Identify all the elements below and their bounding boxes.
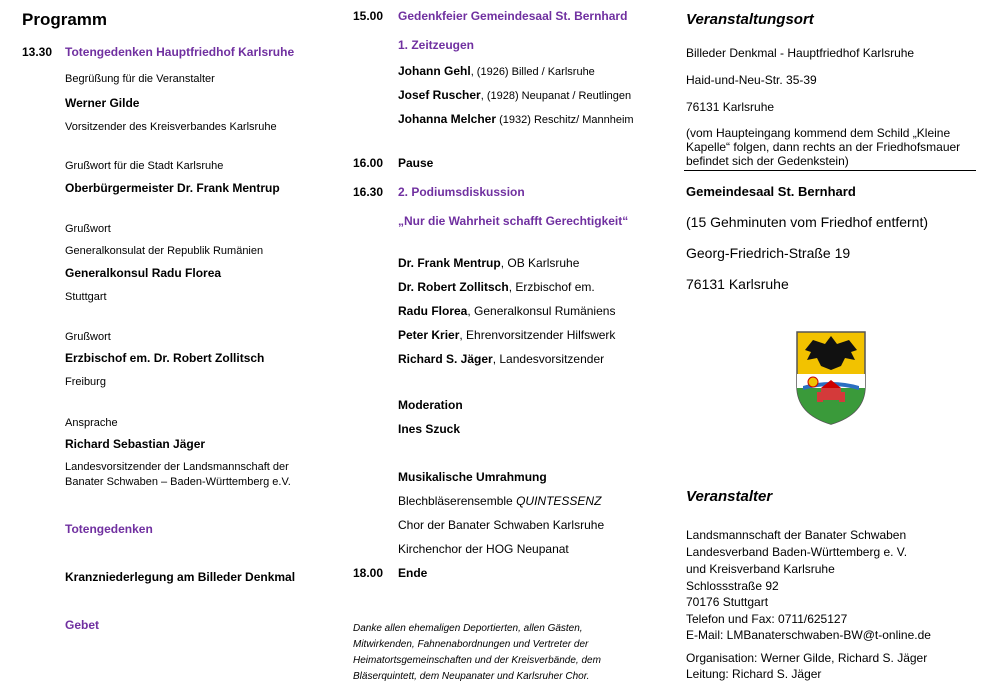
time-1800: 18.00: [353, 566, 384, 580]
program-line: Grußwort: [65, 223, 111, 235]
program-line: Grußwort für die Stadt Karlsruhe: [65, 160, 224, 172]
music-ensemble-name: QUINTESSENZ: [516, 494, 602, 508]
section-heading-ceremony: Gedenkfeier Gemeindesaal St. Bernhard: [398, 9, 628, 23]
program-line: Vorsitzender des Kreisverbandes Karlsruhe: [65, 121, 277, 133]
hall-line: Georg-Friedrich-Straße 19: [686, 245, 851, 261]
panelist-detail: , Ehrenvorsitzender Hilfswerk: [459, 328, 616, 342]
music-item: Kirchenchor der HOG Neupanat: [398, 542, 569, 556]
panelist-detail: , Landesvorsitzender: [492, 352, 605, 366]
venue-line: 76131 Karlsruhe: [686, 100, 775, 114]
organizer-line: Telefon und Fax: 0711/625127: [686, 612, 848, 626]
program-line: Generalkonsulat der Republik Rumänien: [65, 245, 264, 257]
program-title: Programm: [22, 10, 108, 29]
witness-detail: , (1928) Neupanat / Reutlingen: [480, 90, 632, 102]
panelist-detail: , Generalkonsul Rumäniens: [467, 304, 616, 318]
program-line: Banater Schwaben – Baden-Württemberg e.V.: [65, 476, 291, 488]
speaker-name: Erzbischof em. Dr. Robert Zollitsch: [65, 351, 265, 365]
organizer-email: E-Mail: LMBanaterschwaben-BW@t-online.de: [686, 628, 931, 642]
witness-item: [398, 62, 595, 80]
organizer-line: Schlossstraße 92: [686, 579, 779, 593]
speaker-name: Werner Gilde: [65, 96, 140, 110]
time-1600: 16.00: [353, 156, 384, 170]
panelist-name: Peter Krier: [398, 328, 460, 342]
panelist-name: Richard S. Jäger: [398, 352, 493, 366]
program-line: Freiburg: [65, 376, 106, 388]
moderator-name: Ines Szuck: [398, 422, 461, 436]
organizer-line: 70176 Stuttgart: [686, 595, 769, 609]
panelist-item: [398, 350, 604, 368]
organizer-line: und Kreisverband Karlsruhe: [686, 562, 835, 576]
hall-line: 76131 Karlsruhe: [686, 276, 789, 292]
panelist-detail: , Erzbischof em.: [508, 280, 595, 294]
speaker-name: Generalkonsul Radu Florea: [65, 266, 222, 280]
panelist-name: Radu Florea: [398, 304, 468, 318]
program-line: Ansprache: [65, 417, 118, 429]
panelist-item: [398, 278, 595, 296]
hall-title: Gemeindesaal St. Bernhard: [686, 184, 856, 199]
program-line: Stuttgart: [65, 291, 107, 303]
section-heading-witnesses: 1. Zeitzeugen: [398, 38, 475, 52]
venue-directions: (vom Haupteingang kommend dem Schild „Kleine Kapelle“ folgen, dann rechts an der Friedhofsmauer befindet sich der Gedenkstein): [686, 126, 961, 168]
witness-detail: (1932) Reschitz/ Mannheim: [496, 114, 634, 126]
time-1330: 13.30: [22, 45, 53, 59]
thanks-note: Danke allen ehemaligen Deportierten, allen Gästen, Mitwirkenden, Fahnenabordnungen und Vertreter der Heimatortsgemeinschaften und der Kreisverbände, dem Bläserquintett, dem Neupanater und Karlsruher Chor.: [353, 623, 601, 682]
music-item: [398, 494, 601, 508]
panelist-item: [398, 326, 615, 344]
coat-of-arms-icon: [795, 330, 867, 426]
panelist-name: Dr. Frank Mentrup: [398, 256, 501, 270]
venue-line: Haid-und-Neu-Str. 35-39: [686, 73, 817, 87]
program-line: Begrüßung für die Veranstalter: [65, 73, 215, 85]
organizer-line: Landsmannschaft der Banater Schwaben: [686, 528, 907, 542]
witness-item: [398, 110, 634, 128]
organizer-line: Landesverband Baden-Württemberg e. V.: [686, 545, 908, 559]
hall-line: (15 Gehminuten vom Friedhof entfernt): [686, 214, 929, 230]
moderation-label: Moderation: [398, 398, 463, 412]
venue-line: Billeder Denkmal - Hauptfriedhof Karlsruhe: [686, 46, 915, 60]
witness-name: Johann Gehl: [398, 64, 471, 78]
witness-detail: , (1926) Billed / Karlsruhe: [470, 66, 595, 78]
panelist-name: Dr. Robert Zollitsch: [398, 280, 509, 294]
speaker-name: Oberbürgermeister Dr. Frank Mentrup: [65, 181, 280, 195]
music-ensemble-prefix: Blechbläserensemble: [398, 494, 517, 508]
witness-name: Johanna Melcher: [398, 112, 497, 126]
music-item: Chor der Banater Schwaben Karlsruhe: [398, 518, 605, 532]
witness-name: Josef Ruscher: [398, 88, 481, 102]
divider: [684, 170, 976, 171]
panel-motto: „Nur die Wahrheit schafft Gerechtigkeit“: [398, 214, 629, 228]
organization-line: Organisation: Werner Gilde, Richard S. Jäger: [686, 651, 928, 665]
time-1500: 15.00: [353, 9, 384, 23]
program-item-wreath: Kranzniederlegung am Billeder Denkmal: [65, 570, 296, 584]
program-item-pause: Pause: [398, 156, 434, 170]
program-line: Landesvorsitzender der Landsmannschaft der: [65, 461, 289, 473]
program-item-end: Ende: [398, 566, 428, 580]
panelist-detail: , OB Karlsruhe: [500, 256, 580, 270]
organizer-title: Veranstalter: [686, 488, 773, 505]
section-heading-panel: 2. Podiumsdiskussion: [398, 185, 525, 199]
music-label: Musikalische Umrahmung: [398, 470, 547, 484]
witness-item: [398, 86, 631, 104]
venue-title: Veranstaltungsort: [686, 11, 814, 28]
program-line: Grußwort: [65, 331, 111, 343]
section-heading-remembrance: Totengedenken: [65, 522, 153, 536]
panelist-item: [398, 302, 615, 320]
speaker-name: Richard Sebastian Jäger: [65, 437, 206, 451]
time-1630: 16.30: [353, 185, 384, 199]
section-heading-cemetery: Totengedenken Hauptfriedhof Karlsruhe: [65, 45, 295, 59]
section-heading-prayer: Gebet: [65, 618, 100, 632]
leadership-line: Leitung: Richard S. Jäger: [686, 667, 822, 681]
panelist-item: [398, 254, 579, 272]
